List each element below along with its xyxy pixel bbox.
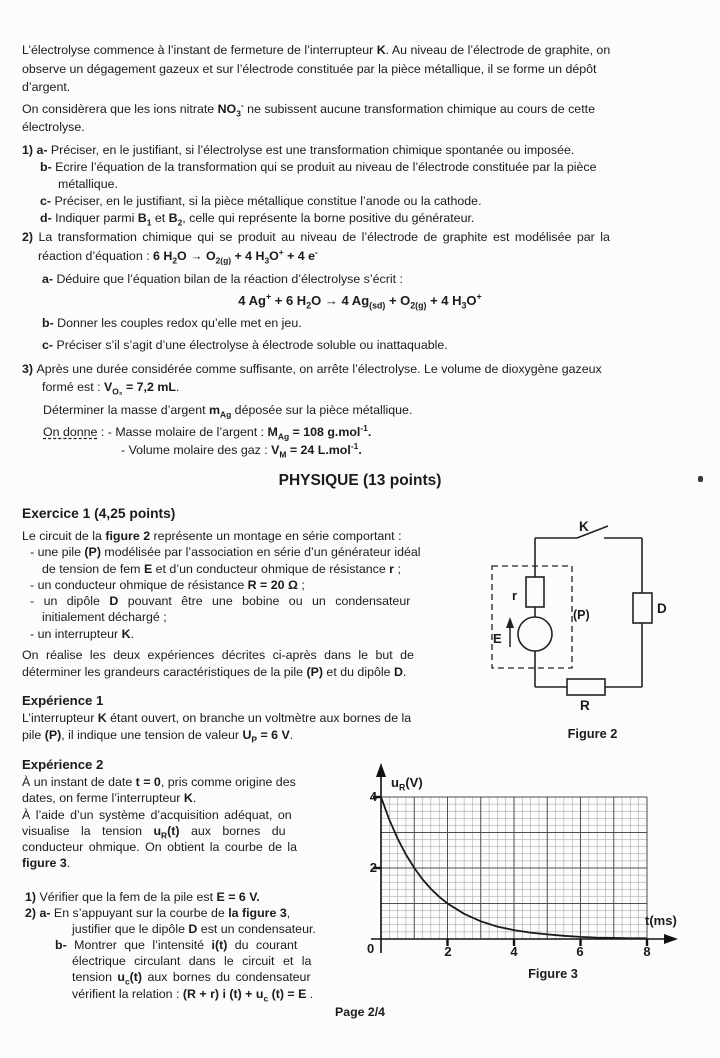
equation-bilan <box>22 292 698 309</box>
y-tick-4: 4 <box>369 789 377 804</box>
text-line: 1) Vérifier que la fem de la pile est E = 6 V. <box>25 890 260 904</box>
text-line: b- Ecrire l’équation de la transformation qui se produit au niveau de l’électrode constituée par la pièce <box>40 160 597 174</box>
x-tick-8: 8 <box>643 944 651 959</box>
x-axis-arrow <box>664 934 678 944</box>
text-line: c- Préciser, en le justifiant, si la pièce métallique constitue l’anode ou la cathode. <box>40 194 482 208</box>
text-line: tension $u_c(t)$ aux bornes du condensateur <box>72 970 311 987</box>
label-emf-E: E <box>493 631 502 646</box>
text-line: justifier que le dipôle D est un condensateur. <box>72 922 316 937</box>
text-line: On réalise les deux expériences décrites ci-après dans le but de <box>22 648 414 662</box>
text-line: vérifient la relation : (R + r) i $(t) + u_c$ (t) = E . <box>72 986 314 1004</box>
text-line: électrique circulant dans le circuit et la <box>72 954 312 969</box>
y-axis-arrow <box>376 763 386 777</box>
paragraph-nitrate <box>22 100 712 136</box>
question-3-chimie <box>22 360 712 396</box>
text-line: L’électrolyse commence à l’instant de fermeture de l’interrupteur K. Au niveau de l’électrode de graphite, on <box>22 43 611 57</box>
text-line: formé est : $V_{O_2} = 7,2$ mL. <box>42 380 180 397</box>
text-line: 1) a- Préciser, en le justifiant, si l’électrolyse est une transformation chimique spontanée ou imposée. <box>22 143 575 157</box>
text-line: figure 3. <box>22 856 71 871</box>
origin-label: 0 <box>367 941 375 956</box>
experience-1-title: Expérience 1 <box>22 693 104 708</box>
text-line: 4 Ag+ + 6 $H_2O \to 4$ $Ag_{(sd)} + O_{2(g)} + 4$ $H_3O^+$ <box>238 291 482 311</box>
y-tick-2: 2 <box>369 860 377 875</box>
text-line: b- Donner les couples redox qu’elle met en jeu. <box>42 316 302 330</box>
donnees <box>43 423 693 459</box>
on-realise <box>22 647 482 680</box>
label-switch-K: K <box>579 519 589 534</box>
label-dipole-D: D <box>657 601 667 616</box>
emf-arrow-head <box>506 617 514 628</box>
text-line: - un conducteur ohmique de résistance R = 20 Ω ; <box>30 577 305 592</box>
text-line: Le circuit de la figure 2 représente un montage en série comportant : <box>22 529 402 543</box>
circuit-description <box>22 528 482 642</box>
resistor-r-box <box>526 577 544 607</box>
text-line: initialement déchargé ; <box>42 610 167 625</box>
question-2-intro <box>22 228 712 266</box>
experience-1-text <box>22 710 492 743</box>
question-2b <box>42 315 692 332</box>
question-2a <box>42 271 692 288</box>
text-line: réaction d’équation : 6 $H_2O \to O_{2(g)} + 4$ $H_3O^+ + 4$ e- <box>38 246 318 266</box>
text-line: L’interrupteur K étant ouvert, on branche un voltmètre aux bornes de la <box>22 711 412 725</box>
text-line: d’argent. <box>22 80 71 94</box>
text-line: On donne : - Masse molaire de l’argent : $M_{Ag} = 108$ g.mol$^{-1}$. <box>43 422 372 442</box>
circuit-svg <box>483 513 718 728</box>
figure2-caption: Figure 2 <box>567 726 618 741</box>
exercice-1-title: Exercice 1 (4,25 points) <box>22 506 176 521</box>
text-line: déterminer les grandeurs caractéristiques de la pile (P) et du dipôle D. <box>22 664 407 679</box>
y-axis-label <box>391 775 423 793</box>
label-pile-P: (P) <box>573 608 590 622</box>
label-resistance-r: r <box>512 588 518 603</box>
x-tick-4: 4 <box>510 944 518 959</box>
text-line: observe un dégagement gazeux et sur l’électrode constituée par la pièce métallique, il se forme un dépôt <box>22 61 597 76</box>
text-line: 2) La transformation chimique qui se produit au niveau de l’électrode de graphite est modélisée par la <box>22 230 610 244</box>
text-line: b- Montrer que l’intensité i(t) du courant <box>55 938 298 953</box>
text-line: d- Indiquer parmi $B_1$ et $B_2$, celle qui représente la borne positive du générateur. <box>40 211 475 228</box>
generator-circle <box>518 617 552 651</box>
question-1-chimie <box>22 142 712 227</box>
text-line: $u_R(V)$ <box>391 775 423 793</box>
text-line: métallique. <box>58 177 118 191</box>
text-line: - Volume molaire des gaz : $V_M = 24$ L.mol$^{-1}$. <box>121 440 362 460</box>
determiner-masse <box>43 402 693 419</box>
paragraph-electrolyse <box>22 41 712 97</box>
label-resistance-R: R <box>580 698 590 713</box>
experience-2-title: Expérience 2 <box>22 757 104 772</box>
figure3-caption: Figure 3 <box>528 966 578 981</box>
text-line: 2) a- En s’appuyant sur la courbe de la figure 3, <box>25 906 291 921</box>
scan-artifact-dot <box>698 476 703 482</box>
x-axis-label <box>645 913 677 928</box>
figure2-circuit <box>483 513 718 728</box>
section-title-physique: PHYSIQUE (13 points) <box>278 472 442 489</box>
text-line: de tension de fem E et d’un conducteur ohmique de résistance r ; <box>42 561 401 576</box>
dipole-d-box <box>633 593 652 623</box>
text-line: conducteur ohmique. On obtient la courbe de la <box>22 840 298 855</box>
text-line: À un instant de date t = 0, pris comme origine des <box>22 775 296 789</box>
text-line: visualise la tension $u_R(t)$ aux bornes du <box>22 823 286 841</box>
text-line: - un dipôle D pouvant être une bobine ou un condensateur <box>30 594 411 609</box>
x-tick-6: 6 <box>576 944 584 959</box>
text-line: pile (P), il indique une tension de valeur $U_P = 6$ V. <box>22 727 294 744</box>
text-line: Déterminer la masse d’argent $m_{Ag}$ déposée sur la pièce métallique. <box>43 403 413 420</box>
x-tick-2: 2 <box>444 944 452 959</box>
question-2c <box>42 337 692 354</box>
text-line: dates, on ferme l’interrupteur K. <box>22 791 197 806</box>
text-line: 3) Après une durée considérée comme suffisante, on arrête l’électrolyse. Le volume de dioxygène gazeux <box>22 362 602 376</box>
text-line: t(ms) <box>645 913 677 928</box>
questions-physique <box>25 889 370 1002</box>
text-line: - un interrupteur K. <box>30 626 135 641</box>
page-number: Page 2/4 <box>335 1005 385 1019</box>
text-line: On considèrera que les ions nitrate $NO_3^-$ ne subissent aucune transformation chimique au cours de cette <box>22 99 595 119</box>
text-line: a- Déduire que l’équation bilan de la réaction d’électrolyse s’écrit : <box>42 272 403 286</box>
experience-2-text <box>22 774 362 872</box>
text-line: c- Préciser s’il s’agit d’une électrolyse à électrode soluble ou inattaquable. <box>42 338 448 352</box>
text-line: - une pile (P) modélisée par l’association en série d’un générateur idéal <box>30 545 421 560</box>
text-line: À l’aide d’un système d’acquisition adéquat, on <box>22 807 292 822</box>
text-line: électrolyse. <box>22 120 85 134</box>
resistor-R-box <box>567 679 605 695</box>
figure3-graph <box>365 757 687 969</box>
